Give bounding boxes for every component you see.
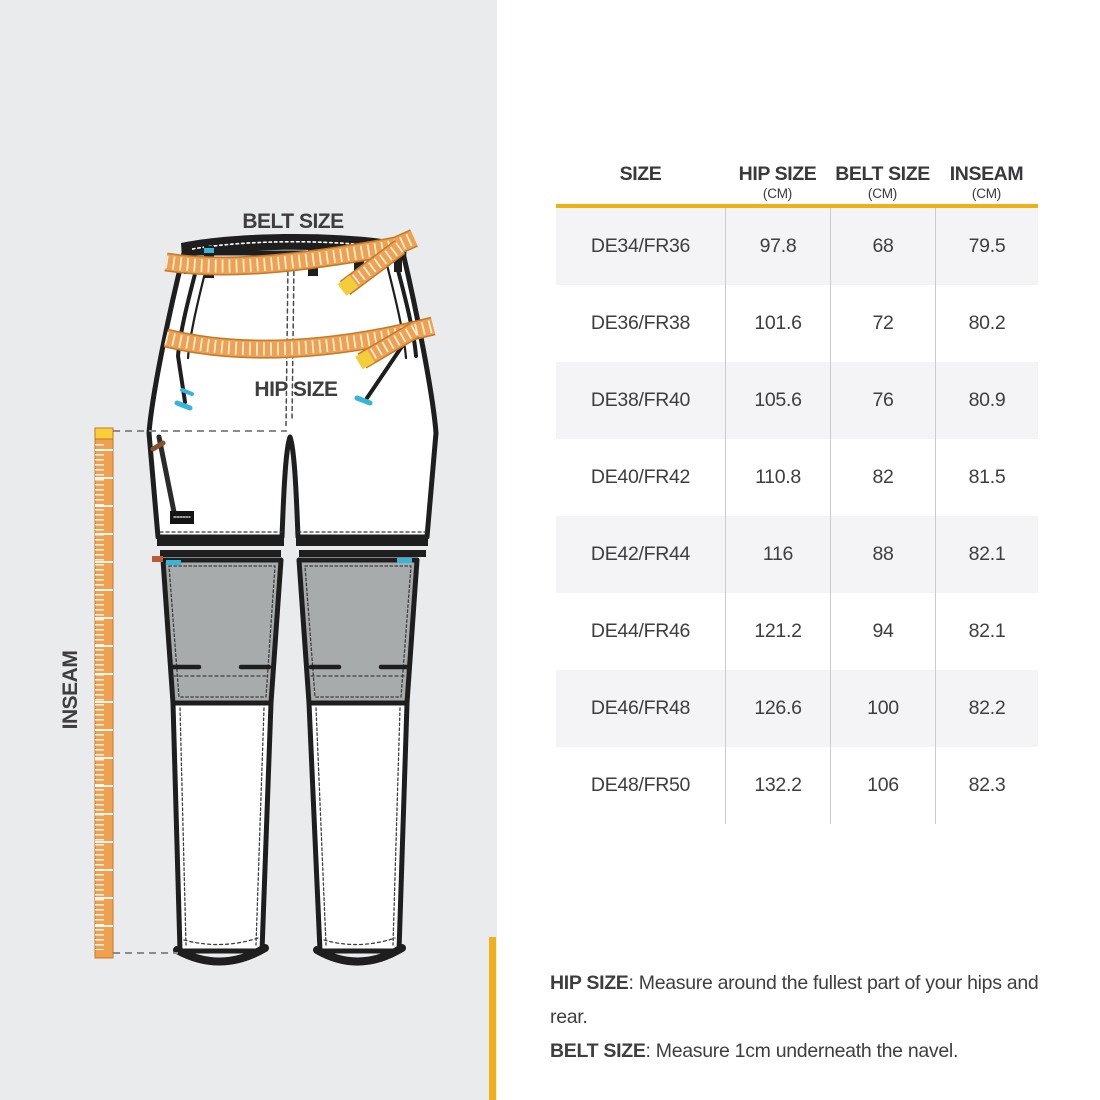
table-row: [556, 516, 1038, 593]
cell-hip: 132.2: [725, 747, 830, 824]
cell-size: DE48/FR50: [590, 774, 691, 796]
cell-size: DE46/FR48: [590, 697, 691, 719]
cell-inseam: 81.5: [935, 439, 1038, 516]
cell-hip: 121.2: [725, 593, 830, 670]
knee-sections: [152, 556, 417, 703]
brand-label-patch: [170, 511, 194, 524]
table-row: [556, 439, 1038, 516]
col-header-belt: BELT SIZE (CM): [835, 163, 930, 201]
cell-size: DE36/FR38: [590, 312, 691, 334]
accent-bar: [489, 937, 496, 1100]
table-row: [556, 670, 1038, 747]
table-row: [556, 747, 1038, 824]
illustration-panel: [0, 0, 497, 1100]
cell-belt: 68: [830, 208, 935, 285]
pants-illustration: [0, 0, 497, 1100]
cell-inseam: 80.9: [935, 362, 1038, 439]
cell-hip: 97.8: [725, 208, 830, 285]
table-row: [556, 285, 1038, 362]
cell-size: DE38/FR40: [590, 389, 691, 411]
inseam-label: INSEAM: [59, 650, 82, 730]
cell-hip: 110.8: [725, 439, 830, 516]
inseam-ruler-tape: [95, 428, 113, 958]
belt-size-note: BELT SIZE: Measure 1cm underneath the navel.: [550, 1040, 959, 1062]
cell-inseam: 79.5: [935, 208, 1038, 285]
table-header-row: [556, 148, 1038, 203]
cell-size: DE44/FR46: [590, 620, 691, 642]
cell-belt: 88: [830, 516, 935, 593]
cell-hip: 126.6: [725, 670, 830, 747]
cell-belt: 106: [830, 747, 935, 824]
cell-belt: 72: [830, 285, 935, 362]
table-body: [556, 208, 1038, 824]
cell-hip: 105.6: [725, 362, 830, 439]
cell-size: DE34/FR36: [590, 235, 691, 257]
hip-size-note: HIP SIZE: Measure around the fullest part of your hips and rear.: [550, 972, 1039, 1028]
cell-belt: 94: [830, 593, 935, 670]
lower-legs: [173, 703, 407, 962]
cell-inseam: 82.1: [935, 516, 1038, 593]
col-header-size: SIZE: [619, 163, 662, 185]
cell-belt: 82: [830, 439, 935, 516]
cell-size: DE42/FR44: [590, 543, 691, 565]
cell-inseam: 80.2: [935, 285, 1038, 362]
cell-inseam: 82.3: [935, 747, 1038, 824]
table-row: [556, 362, 1038, 439]
cell-inseam: 82.2: [935, 670, 1038, 747]
cell-size: DE40/FR42: [590, 466, 691, 488]
cell-inseam: 82.1: [935, 593, 1038, 670]
cell-hip: 116: [725, 516, 830, 593]
col-header-inseam: INSEAM (CM): [949, 163, 1024, 201]
cell-hip: 101.6: [725, 285, 830, 362]
col-header-hip: HIP SIZE (CM): [738, 163, 817, 201]
measuring-notes: [550, 966, 1080, 1068]
cell-belt: 100: [830, 670, 935, 747]
hip-size-label: HIP SIZE: [254, 378, 338, 401]
size-table: [556, 148, 1038, 824]
belt-size-label: BELT SIZE: [242, 210, 344, 233]
table-row: [556, 593, 1038, 670]
cell-belt: 76: [830, 362, 935, 439]
table-row: [556, 208, 1038, 285]
